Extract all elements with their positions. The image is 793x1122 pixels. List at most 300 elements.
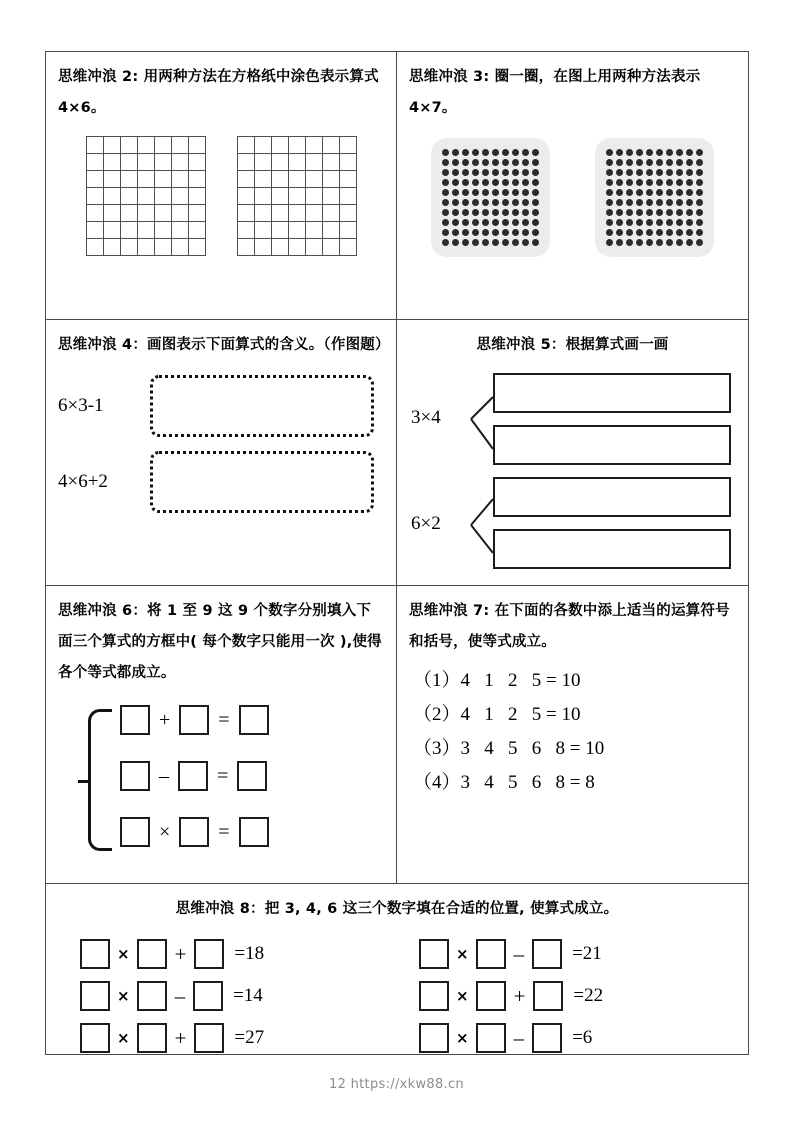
grid-cell[interactable] — [306, 154, 323, 171]
section-2-grids — [58, 136, 384, 256]
table-row — [46, 586, 748, 884]
dot — [616, 229, 623, 236]
left-curly-brace — [88, 709, 112, 851]
operator: + — [513, 983, 526, 1008]
grid-cell[interactable] — [121, 188, 138, 205]
grid-cell[interactable] — [272, 154, 289, 171]
dot — [512, 219, 519, 226]
dot — [472, 179, 479, 186]
dot — [442, 209, 449, 216]
grid-cell[interactable] — [306, 137, 323, 154]
result-value: =22 — [573, 985, 604, 1006]
dot — [626, 159, 633, 166]
grid-cell[interactable] — [238, 205, 255, 222]
dot — [616, 239, 623, 246]
dot — [606, 219, 613, 226]
answer-box[interactable] — [120, 705, 150, 735]
dot — [512, 159, 519, 166]
grid-cell[interactable] — [155, 222, 172, 239]
dot — [452, 169, 459, 176]
dot — [482, 169, 489, 176]
grid-cell[interactable] — [87, 171, 104, 188]
square-grid-2[interactable] — [237, 136, 357, 256]
dot — [646, 219, 653, 226]
grid-cell[interactable] — [121, 222, 138, 239]
answer-box[interactable] — [80, 981, 110, 1011]
dot — [686, 239, 693, 246]
grid-cell[interactable] — [104, 222, 121, 239]
dot — [532, 149, 539, 156]
dot — [676, 149, 683, 156]
dot — [666, 239, 673, 246]
dot — [666, 229, 673, 236]
grid-cell[interactable] — [255, 154, 272, 171]
grid-cell[interactable] — [104, 205, 121, 222]
answer-box[interactable] — [120, 817, 150, 847]
dot — [656, 179, 663, 186]
grid-cell[interactable] — [323, 222, 340, 239]
dot — [636, 239, 643, 246]
dot — [452, 159, 459, 166]
grid-cell[interactable] — [189, 171, 206, 188]
dot — [606, 149, 613, 156]
grid-cell[interactable] — [340, 222, 357, 239]
section-5-cell — [397, 320, 748, 585]
grid-cell[interactable] — [340, 239, 357, 256]
section-3-cell — [397, 52, 748, 319]
dot — [442, 159, 449, 166]
dot — [502, 239, 509, 246]
dot — [626, 149, 633, 156]
grid-cell[interactable] — [155, 154, 172, 171]
number-line-4[interactable]: （4）3 4 5 6 8 = 8 — [413, 772, 595, 793]
dot — [532, 239, 539, 246]
grid-cell[interactable] — [238, 137, 255, 154]
dot — [452, 179, 459, 186]
grid-cell[interactable] — [172, 239, 189, 256]
grid-cell[interactable] — [155, 171, 172, 188]
grid-cell[interactable] — [289, 188, 306, 205]
dot — [656, 229, 663, 236]
dot — [452, 189, 459, 196]
dot — [666, 149, 673, 156]
section-6-prompt: 思维冲浪 6：将 1 至 9 这 9 个数字分别填入下面三个算式的方框中( 每个数字只能用一次 ),使得各个等式都成立。 — [58, 603, 382, 681]
grid-cell[interactable] — [306, 188, 323, 205]
grid-cell[interactable] — [272, 222, 289, 239]
answer-box[interactable] — [137, 939, 167, 969]
grid-cell[interactable] — [340, 205, 357, 222]
dot — [502, 179, 509, 186]
dot — [482, 159, 489, 166]
grid-cell[interactable] — [87, 205, 104, 222]
grid-cell[interactable] — [289, 222, 306, 239]
grid-cell[interactable] — [172, 205, 189, 222]
answer-bar-1[interactable] — [493, 373, 731, 413]
result-value: =6 — [572, 1027, 593, 1048]
dot — [636, 219, 643, 226]
section-4-prompt: 思维冲浪 4：画图表示下面算式的含义。（作图题） — [58, 337, 390, 353]
dot — [676, 239, 683, 246]
section-3-prompt: 思维冲浪 3: 圈一圈，在图上用两种方法表示 4×7。 — [409, 69, 701, 116]
dot — [532, 229, 539, 236]
section-4-item-1 — [58, 375, 384, 437]
dot — [676, 179, 683, 186]
dot — [472, 209, 479, 216]
grid-cell[interactable] — [138, 154, 155, 171]
operator: × — [117, 987, 130, 1005]
dot — [636, 179, 643, 186]
answer-box[interactable] — [476, 981, 506, 1011]
grid-cell[interactable] — [323, 205, 340, 222]
grid-cell[interactable] — [238, 171, 255, 188]
dot — [626, 189, 633, 196]
grid-cell[interactable] — [172, 222, 189, 239]
grid-cell[interactable] — [189, 154, 206, 171]
dot — [502, 209, 509, 216]
grid-cell[interactable] — [340, 171, 357, 188]
grid-cell[interactable] — [255, 222, 272, 239]
grid-cell[interactable] — [289, 205, 306, 222]
grid-cell[interactable] — [104, 171, 121, 188]
grid-cell[interactable] — [323, 239, 340, 256]
grid-cell[interactable] — [172, 171, 189, 188]
dot — [522, 229, 529, 236]
dot — [462, 199, 469, 206]
dot — [696, 199, 703, 206]
grid-cell[interactable] — [138, 205, 155, 222]
grid-cell[interactable] — [340, 188, 357, 205]
grid-cell[interactable] — [138, 171, 155, 188]
dot — [606, 229, 613, 236]
grid-cell[interactable] — [121, 137, 138, 154]
dot — [522, 209, 529, 216]
dot — [686, 149, 693, 156]
dot — [646, 189, 653, 196]
dot — [502, 169, 509, 176]
grid-cell[interactable] — [272, 239, 289, 256]
dot — [686, 169, 693, 176]
dot — [492, 229, 499, 236]
boxed-equation — [397, 1017, 736, 1059]
dot — [676, 189, 683, 196]
dot — [442, 239, 449, 246]
grid-cell[interactable] — [87, 222, 104, 239]
grid-cell[interactable] — [138, 222, 155, 239]
operator: × — [117, 1029, 130, 1047]
result-value: =18 — [234, 943, 265, 964]
grid-cell[interactable] — [121, 171, 138, 188]
section-4-item-2 — [58, 451, 384, 513]
expression-label: 6×3-1 — [58, 395, 104, 416]
grid-cell[interactable] — [189, 205, 206, 222]
grid-cell[interactable] — [323, 171, 340, 188]
dot — [686, 199, 693, 206]
grid-cell[interactable] — [121, 205, 138, 222]
dot — [696, 209, 703, 216]
boxed-equation — [397, 933, 736, 975]
result-value: =21 — [572, 943, 602, 964]
answer-box[interactable] — [178, 761, 208, 791]
answer-box[interactable] — [137, 1023, 167, 1053]
answer-box[interactable] — [532, 939, 562, 969]
dot — [676, 219, 683, 226]
dot — [656, 199, 663, 206]
grid-cell[interactable] — [238, 222, 255, 239]
grid-cell[interactable] — [272, 171, 289, 188]
dot — [616, 199, 623, 206]
answer-box[interactable] — [419, 1023, 449, 1053]
worksheet-table — [45, 51, 749, 1055]
answer-box[interactable] — [476, 1023, 506, 1053]
grid-cell[interactable] — [255, 239, 272, 256]
answer-box[interactable] — [239, 705, 269, 735]
grid-cell[interactable] — [340, 154, 357, 171]
answer-bar-2[interactable] — [493, 425, 731, 465]
operator: – — [159, 765, 169, 787]
dot — [686, 189, 693, 196]
grid-cell[interactable] — [238, 188, 255, 205]
dot — [656, 169, 663, 176]
grid-cell[interactable] — [87, 137, 104, 154]
dot — [492, 149, 499, 156]
dot — [636, 229, 643, 236]
answer-box[interactable] — [179, 705, 209, 735]
number-line-1[interactable]: （1）4 1 2 5 = 10 — [413, 670, 581, 691]
dot-array-1[interactable] — [431, 138, 550, 257]
grid-cell[interactable] — [121, 154, 138, 171]
expression-label: 4×6+2 — [58, 471, 108, 492]
dot — [522, 219, 529, 226]
answer-box[interactable] — [476, 939, 506, 969]
grid-cell[interactable] — [87, 239, 104, 256]
dot — [442, 229, 449, 236]
operator: × — [456, 987, 469, 1005]
grid-cell[interactable] — [189, 222, 206, 239]
grid-cell[interactable] — [323, 154, 340, 171]
grid-cell[interactable] — [138, 239, 155, 256]
grid-cell[interactable] — [121, 239, 138, 256]
dot — [626, 229, 633, 236]
drawing-answer-box-2[interactable] — [150, 451, 374, 513]
dot — [522, 149, 529, 156]
dot — [616, 219, 623, 226]
dot — [512, 169, 519, 176]
square-grid-1[interactable] — [86, 136, 206, 256]
grid-cell[interactable] — [172, 137, 189, 154]
dot — [522, 169, 529, 176]
answer-box[interactable] — [419, 981, 449, 1011]
grid-cell[interactable] — [289, 154, 306, 171]
section-6-cell — [46, 586, 397, 883]
grid-cell[interactable] — [189, 239, 206, 256]
grid-cell[interactable] — [306, 222, 323, 239]
dot — [616, 209, 623, 216]
dot — [462, 179, 469, 186]
dot — [636, 189, 643, 196]
dot — [442, 199, 449, 206]
dot — [472, 149, 479, 156]
operator: – — [513, 1025, 525, 1050]
grid-cell[interactable] — [255, 205, 272, 222]
equals-sign: = — [218, 709, 230, 731]
grid-cell[interactable] — [138, 188, 155, 205]
dot — [646, 229, 653, 236]
dot-array-2[interactable] — [595, 138, 714, 257]
grid-cell[interactable] — [172, 188, 189, 205]
dot — [492, 159, 499, 166]
dot — [442, 219, 449, 226]
dot — [626, 239, 633, 246]
dot — [646, 169, 653, 176]
dot — [636, 169, 643, 176]
grid-cell[interactable] — [272, 188, 289, 205]
grid-cell[interactable] — [272, 137, 289, 154]
dot — [462, 169, 469, 176]
grid-cell[interactable] — [104, 137, 121, 154]
dot — [452, 239, 459, 246]
grid-cell[interactable] — [189, 137, 206, 154]
dot — [522, 239, 529, 246]
dot — [616, 169, 623, 176]
grid-cell[interactable] — [289, 171, 306, 188]
section-8-right-column — [397, 933, 736, 1059]
grid-cell[interactable] — [172, 154, 189, 171]
dot — [666, 169, 673, 176]
answer-box[interactable] — [193, 981, 223, 1011]
grid-cell[interactable] — [238, 154, 255, 171]
dot — [696, 159, 703, 166]
grid-cell[interactable] — [138, 137, 155, 154]
table-row — [46, 52, 748, 320]
answer-box[interactable] — [194, 939, 224, 969]
dot — [606, 199, 613, 206]
dot — [686, 229, 693, 236]
dot — [666, 209, 673, 216]
grid-cell[interactable] — [289, 137, 306, 154]
grid-cell[interactable] — [104, 188, 121, 205]
dot — [616, 159, 623, 166]
operator: × — [456, 1029, 469, 1047]
answer-bar-4[interactable] — [493, 529, 731, 569]
grid-cell[interactable] — [238, 239, 255, 256]
dot — [482, 219, 489, 226]
dot — [676, 169, 683, 176]
grid-cell[interactable] — [87, 188, 104, 205]
dot — [656, 209, 663, 216]
section-7-cell — [397, 586, 748, 883]
dot — [646, 159, 653, 166]
table-row — [46, 884, 748, 1054]
dot — [482, 209, 489, 216]
answer-box[interactable] — [120, 761, 150, 791]
section-7-lines — [409, 664, 736, 800]
dot — [442, 169, 449, 176]
dot — [676, 209, 683, 216]
dot — [462, 219, 469, 226]
dot — [676, 159, 683, 166]
dot — [482, 239, 489, 246]
dot — [442, 189, 449, 196]
boxed-equation — [58, 933, 397, 975]
answer-box[interactable] — [237, 761, 267, 791]
grid-cell[interactable] — [155, 137, 172, 154]
grid-cell[interactable] — [189, 188, 206, 205]
answer-box[interactable] — [533, 981, 563, 1011]
dot — [462, 229, 469, 236]
dot — [696, 179, 703, 186]
dot — [482, 199, 489, 206]
grid-cell[interactable] — [289, 239, 306, 256]
grid-cell[interactable] — [323, 137, 340, 154]
dot — [696, 149, 703, 156]
dot — [656, 239, 663, 246]
dot — [532, 159, 539, 166]
grid-cell[interactable] — [306, 171, 323, 188]
dot — [472, 169, 479, 176]
grid-cell[interactable] — [87, 154, 104, 171]
dot — [646, 239, 653, 246]
answer-box[interactable] — [137, 981, 167, 1011]
dot — [532, 169, 539, 176]
grid-cell[interactable] — [306, 205, 323, 222]
section-5-prompt: 思维冲浪 5：根据算式画一画 — [476, 337, 669, 353]
operator: + — [159, 709, 171, 731]
dot — [666, 199, 673, 206]
drawing-answer-box-1[interactable] — [150, 375, 374, 437]
answer-box[interactable] — [80, 939, 110, 969]
dot — [502, 189, 509, 196]
answer-box[interactable] — [179, 817, 209, 847]
section-8-prompt: 思维冲浪 8：把 3, 4, 6 这三个数字填在合适的位置, 使算式成立。 — [175, 901, 619, 917]
grid-cell[interactable] — [255, 188, 272, 205]
answer-box[interactable] — [239, 817, 269, 847]
number-line-3[interactable]: （3）3 4 5 6 8 = 10 — [413, 738, 605, 759]
dot — [532, 219, 539, 226]
grid-cell[interactable] — [155, 239, 172, 256]
section-3-dot-panels — [409, 138, 736, 257]
section-5-diagram — [409, 365, 736, 573]
dot — [472, 189, 479, 196]
dot — [696, 189, 703, 196]
dot — [482, 189, 489, 196]
table-row — [46, 320, 748, 586]
answer-box[interactable] — [419, 939, 449, 969]
answer-box[interactable] — [532, 1023, 562, 1053]
dot — [522, 179, 529, 186]
grid-cell[interactable] — [272, 205, 289, 222]
number-line-2[interactable]: （2）4 1 2 5 = 10 — [413, 704, 581, 725]
grid-cell[interactable] — [155, 188, 172, 205]
grid-cell[interactable] — [323, 188, 340, 205]
grid-cell[interactable] — [255, 137, 272, 154]
dot — [626, 179, 633, 186]
grid-cell[interactable] — [306, 239, 323, 256]
dot — [686, 159, 693, 166]
grid-cell[interactable] — [155, 205, 172, 222]
dot — [676, 229, 683, 236]
answer-box[interactable] — [194, 1023, 224, 1053]
grid-cell[interactable] — [255, 171, 272, 188]
answer-bar-3[interactable] — [493, 477, 731, 517]
dot — [606, 209, 613, 216]
grid-cell[interactable] — [104, 154, 121, 171]
answer-box[interactable] — [80, 1023, 110, 1053]
grid-cell[interactable] — [340, 137, 357, 154]
dot — [452, 229, 459, 236]
dot — [492, 189, 499, 196]
grid-cell[interactable] — [104, 239, 121, 256]
operator: × — [159, 821, 171, 843]
